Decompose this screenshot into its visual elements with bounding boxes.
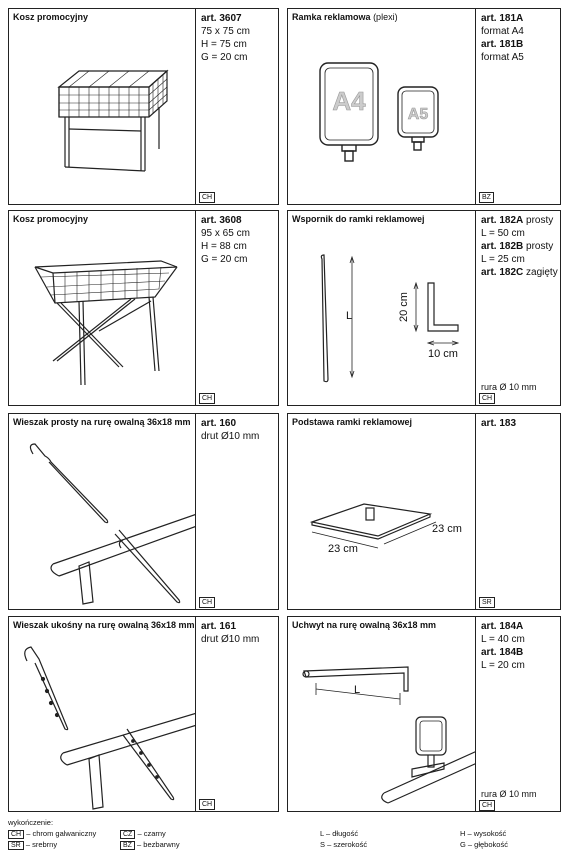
straight-hanger-drawing — [9, 414, 197, 611]
article-line: art. 182C zagięty — [481, 267, 558, 278]
product-spec-cell-161 — [195, 616, 279, 812]
product-image-cell-181 — [287, 8, 476, 205]
abbreviation: H – wysokość — [460, 829, 507, 838]
article-line: art. 182B prosty — [481, 241, 554, 252]
product-title: Podstawa ramki reklamowej — [292, 417, 413, 427]
product-title: Wspornik do ramki reklamowej — [292, 214, 425, 224]
finish-code: CH — [199, 393, 215, 404]
finish-code: BZ — [479, 192, 494, 203]
spec-line: L = 25 cm — [481, 254, 525, 265]
spec-line: H = 88 cm — [201, 241, 247, 252]
product-image-cell-3608 — [8, 210, 196, 406]
product-title: Kosz promocyjny — [13, 12, 89, 22]
dimension-label-L: L — [346, 310, 353, 322]
ad-frame-drawing — [288, 9, 477, 206]
article-number: art. 183 — [481, 418, 517, 429]
tube-note: rura Ø 10 mm — [481, 789, 537, 799]
legend-heading: wykończenie: — [8, 818, 54, 827]
abbreviation: L – długość — [320, 829, 359, 838]
spec-line: drut Ø10 mm — [201, 634, 260, 645]
product-image-cell-160 — [8, 413, 196, 610]
article-number: art. 184B — [481, 647, 524, 658]
spec-line: G = 20 cm — [201, 254, 248, 265]
product-spec-cell-160 — [195, 413, 279, 610]
spec-line: 95 x 65 cm — [201, 228, 250, 239]
product-title: Uchwyt na rurę owalną 36x18 mm — [292, 620, 437, 630]
article-number: art. 3607 — [201, 13, 242, 24]
finish-code: CH — [479, 800, 495, 811]
dimension-label-height: 20 cm — [398, 292, 410, 322]
spec-line: L = 50 cm — [481, 228, 525, 239]
dimension-label-L: L — [354, 684, 361, 696]
product-title: Wieszak ukośny na rurę owalną 36x18 mm — [13, 620, 195, 630]
slanted-hanger-drawing — [9, 617, 197, 813]
tube-holder-drawing — [288, 617, 477, 813]
product-image-cell-161 — [8, 616, 196, 812]
product-spec-cell-183 — [475, 413, 561, 610]
product-image-cell-3607 — [8, 8, 196, 205]
article-number: art. 161 — [201, 621, 237, 632]
legend-entry: BZ – bezbarwny — [120, 840, 180, 851]
finish-code: CH — [199, 192, 215, 203]
basket-stand-drawing — [9, 9, 197, 206]
article-number: art. 181B — [481, 39, 524, 50]
basket-folding-drawing — [9, 211, 197, 407]
frame-support-drawing — [288, 211, 477, 407]
article-number: art. 184A — [481, 621, 524, 632]
spec-line: L = 40 cm — [481, 634, 525, 645]
tube-note: rura Ø 10 mm — [481, 382, 537, 392]
abbreviation: G – głębokość — [460, 840, 508, 849]
spec-line: format A5 — [481, 52, 524, 63]
article-number: art. 160 — [201, 418, 237, 429]
article-number: art. 3608 — [201, 215, 242, 226]
product-spec-cell-181 — [475, 8, 561, 205]
product-title: Kosz promocyjny — [13, 214, 89, 224]
dimension-label-width: 10 cm — [428, 348, 458, 360]
spec-line: 75 x 75 cm — [201, 26, 250, 37]
dimension-label-left: 23 cm — [328, 543, 358, 555]
legend-entry: CH – chrom galwaniczny — [8, 829, 96, 840]
product-title: Ramka reklamowa (plexi) — [292, 12, 398, 22]
product-spec-cell-3608 — [195, 210, 279, 406]
product-image-cell-183 — [287, 413, 476, 610]
spec-line: H = 75 cm — [201, 39, 247, 50]
finish-code: CH — [479, 393, 495, 404]
dimension-label-right: 23 cm — [432, 523, 462, 535]
spec-line: drut Ø10 mm — [201, 431, 260, 442]
article-line: art. 182A prosty — [481, 215, 554, 226]
product-title: Wieszak prosty na rurę owalną 36x18 mm — [13, 417, 191, 427]
abbreviation: S – szerokość — [320, 840, 368, 849]
spec-line: L = 20 cm — [481, 660, 525, 671]
product-spec-cell-3607 — [195, 8, 279, 205]
frame-label-a4: A4 — [332, 86, 366, 116]
product-image-cell-182 — [287, 210, 476, 406]
finish-code: CH — [199, 799, 215, 810]
finish-legend — [8, 818, 53, 828]
legend-entry: SR – srebrny — [8, 840, 57, 851]
product-spec-cell-184 — [475, 616, 561, 812]
finish-code: SR — [479, 597, 495, 608]
frame-base-drawing — [288, 414, 477, 611]
product-spec-cell-182 — [475, 210, 561, 406]
legend-entry: CZ – czarny — [120, 829, 166, 840]
spec-line: format A4 — [481, 26, 524, 37]
article-number: art. 181A — [481, 13, 524, 24]
product-image-cell-184 — [287, 616, 476, 812]
spec-line: G = 20 cm — [201, 52, 248, 63]
finish-code: CH — [199, 597, 215, 608]
frame-label-a5: A5 — [407, 106, 429, 123]
